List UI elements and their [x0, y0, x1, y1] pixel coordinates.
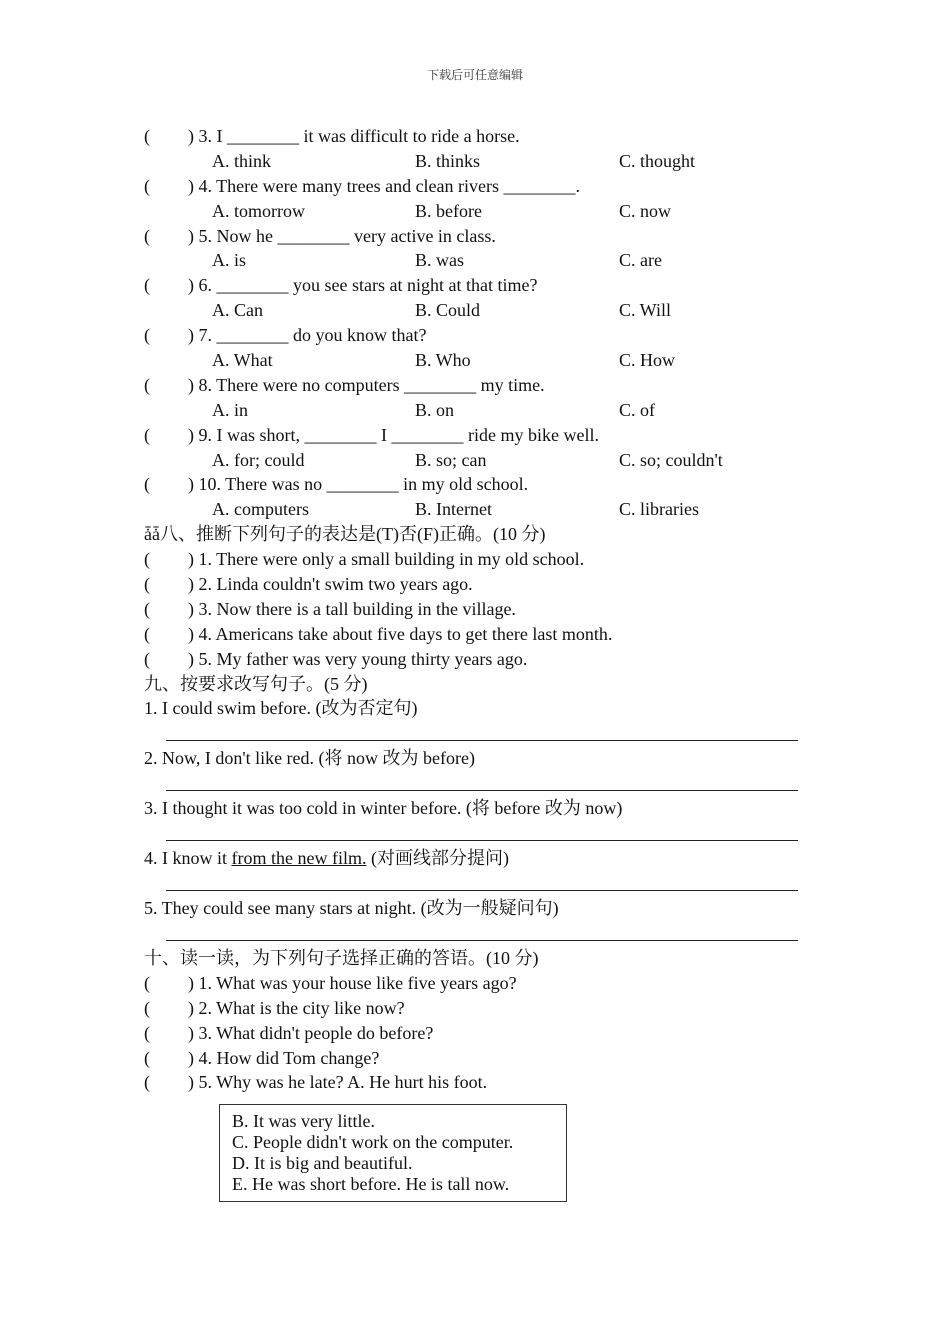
option-a[interactable]: A. is — [212, 250, 247, 271]
rewrite-question-5: 5. They could see many stars at night. (改为一般疑问句) — [144, 898, 559, 919]
mc-options — [144, 448, 804, 473]
answer-bracket[interactable]: ( — [144, 598, 150, 619]
mc-question — [144, 174, 804, 199]
match-item — [144, 1070, 804, 1095]
tf-item — [144, 547, 804, 572]
question-text: ) 5. Now he ________ very active in class. — [188, 225, 496, 246]
option-c[interactable]: C. libraries — [619, 499, 699, 520]
mc-question — [144, 323, 804, 348]
option-b[interactable]: B. Internet — [415, 499, 492, 520]
page-header: 下载后可任意编辑 — [426, 68, 523, 82]
answer-bracket[interactable]: ( — [144, 549, 150, 570]
match-item — [144, 1046, 804, 1071]
option-c[interactable]: C. of — [619, 399, 655, 420]
question-text: ) 6. ________ you see stars at night at that time? — [188, 275, 538, 296]
answer-line-5[interactable] — [144, 921, 804, 946]
true-false-section — [144, 547, 804, 671]
answer-option: C. People didn't work on the computer. — [232, 1132, 514, 1152]
answer-bracket[interactable]: ( — [144, 1072, 150, 1093]
option-b[interactable]: B. thinks — [415, 150, 481, 171]
mc-options — [144, 298, 804, 323]
option-a[interactable]: A. computers — [212, 499, 309, 520]
answer-bracket[interactable]: ( — [144, 474, 150, 495]
option-a[interactable]: A. for; could — [212, 449, 305, 470]
q4-underlined-phrase: from the new film. — [231, 848, 367, 869]
answer-bracket[interactable]: ( — [144, 374, 150, 395]
option-b[interactable]: B. Could — [415, 300, 481, 321]
answer-bracket[interactable]: ( — [144, 275, 150, 296]
question-text: ) 5. Why was he late? A. He hurt his foot. — [188, 1072, 488, 1093]
match-item — [144, 996, 804, 1021]
answer-option: B. It was very little. — [232, 1111, 375, 1131]
answer-option: D. It is big and beautiful. — [232, 1153, 413, 1173]
question-text: ) 9. I was short, ________ I ________ ride my bike well. — [188, 424, 599, 445]
multiple-choice-section — [144, 124, 804, 522]
question-text: ) 1. There were only a small building in my old school. — [188, 549, 585, 570]
rewrite-question-3: 3. I thought it was too cold in winter before. (将 before 改为 now) — [144, 798, 623, 819]
match-item — [144, 971, 804, 996]
mc-options — [144, 497, 804, 522]
question-text: ) 3. I ________ it was difficult to ride a horse. — [188, 126, 520, 146]
mc-question — [144, 423, 804, 448]
q4-suffix: (对画线部分提问) — [366, 848, 509, 869]
worksheet-content — [144, 124, 804, 1095]
section8-title: ǡǡ八、推断下列句子的表达是(T)否(F)正确。(10 分) — [144, 524, 546, 545]
option-c[interactable]: C. How — [619, 350, 676, 371]
tf-item — [144, 572, 804, 597]
answer-bracket[interactable]: ( — [144, 972, 150, 993]
answer-bracket[interactable]: ( — [144, 997, 150, 1018]
mc-options — [144, 248, 804, 273]
option-b[interactable]: B. was — [415, 250, 464, 271]
answer-bracket[interactable]: ( — [144, 648, 150, 669]
mc-question — [144, 472, 804, 497]
question-text: ) 4. There were many trees and clean rivers ________. — [188, 175, 581, 196]
question-text: ) 3. Now there is a tall building in the village. — [188, 598, 516, 619]
tf-item — [144, 647, 804, 672]
mc-options — [144, 149, 804, 174]
answer-bracket[interactable]: ( — [144, 1022, 150, 1043]
question-text: ) 10. There was no ________ in my old school. — [188, 474, 529, 495]
matching-section — [144, 971, 804, 1095]
question-text: ) 2. What is the city like now? — [188, 997, 405, 1018]
answer-bracket[interactable]: ( — [144, 1047, 150, 1068]
answer-bracket[interactable]: ( — [144, 623, 150, 644]
answer-bracket[interactable]: ( — [144, 225, 150, 246]
answer-bracket[interactable]: ( — [144, 325, 150, 346]
answer-line-3[interactable] — [144, 821, 804, 846]
option-a[interactable]: A. in — [212, 399, 248, 420]
question-text: ) 5. My father was very young thirty years ago. — [188, 648, 528, 669]
option-c[interactable]: C. so; couldn't — [619, 449, 723, 470]
answer-bracket[interactable]: ( — [144, 424, 150, 445]
question-text: ) 2. Linda couldn't swim two years ago. — [188, 574, 473, 595]
rewrite-question-4 — [144, 846, 804, 871]
answer-bracket[interactable]: ( — [144, 574, 150, 595]
answer-bracket[interactable]: ( — [144, 175, 150, 196]
question-text: ) 1. What was your house like five years ago? — [188, 972, 517, 993]
mc-options — [144, 348, 804, 373]
rewrite-question-1: 1. I could swim before. (改为否定句) — [144, 698, 418, 719]
option-b[interactable]: B. before — [415, 200, 482, 221]
answer-options-box — [219, 1104, 567, 1202]
option-a[interactable]: A. think — [212, 150, 272, 171]
rewrite-question-2: 2. Now, I don't like red. (将 now 改为 before) — [144, 748, 475, 769]
answer-bracket[interactable]: ( — [144, 126, 150, 146]
match-item — [144, 1021, 804, 1046]
answer-line-4[interactable] — [144, 871, 804, 896]
q4-prefix: 4. I know it — [144, 848, 232, 869]
section10-title: 十、读一读，为下列句子选择正确的答语。(10 分) — [144, 947, 539, 968]
tf-item — [144, 622, 804, 647]
mc-question — [144, 224, 804, 249]
question-text: ) 8. There were no computers ________ my time. — [188, 374, 545, 395]
mc-question — [144, 373, 804, 398]
mc-question — [144, 124, 804, 149]
mc-options — [144, 199, 804, 224]
option-c[interactable]: C. now — [619, 200, 672, 221]
answer-option: E. He was short before. He is tall now. — [232, 1174, 510, 1194]
option-a[interactable]: A. What — [212, 350, 273, 371]
section9-title: 九、按要求改写句子。(5 分) — [144, 673, 368, 694]
option-c[interactable]: C. Will — [619, 300, 671, 321]
question-text: ) 4. Americans take about five days to get there last month. — [188, 623, 613, 644]
option-c[interactable]: C. are — [619, 250, 662, 271]
question-text: ) 3. What didn't people do before? — [188, 1022, 434, 1043]
answer-line-2[interactable] — [144, 771, 804, 796]
mc-options — [144, 398, 804, 423]
option-b[interactable]: B. so; can — [415, 449, 487, 470]
option-a[interactable]: A. tomorrow — [212, 200, 305, 221]
option-b[interactable]: B. on — [415, 399, 455, 420]
question-text: ) 4. How did Tom change? — [188, 1047, 380, 1068]
answer-line-1[interactable] — [144, 721, 804, 746]
tf-item — [144, 597, 804, 622]
option-a[interactable]: A. Can — [212, 300, 263, 321]
option-b[interactable]: B. Who — [415, 350, 471, 371]
question-text: ) 7. ________ do you know that? — [188, 325, 427, 346]
option-c[interactable]: C. thought — [619, 150, 696, 171]
mc-question — [144, 273, 804, 298]
